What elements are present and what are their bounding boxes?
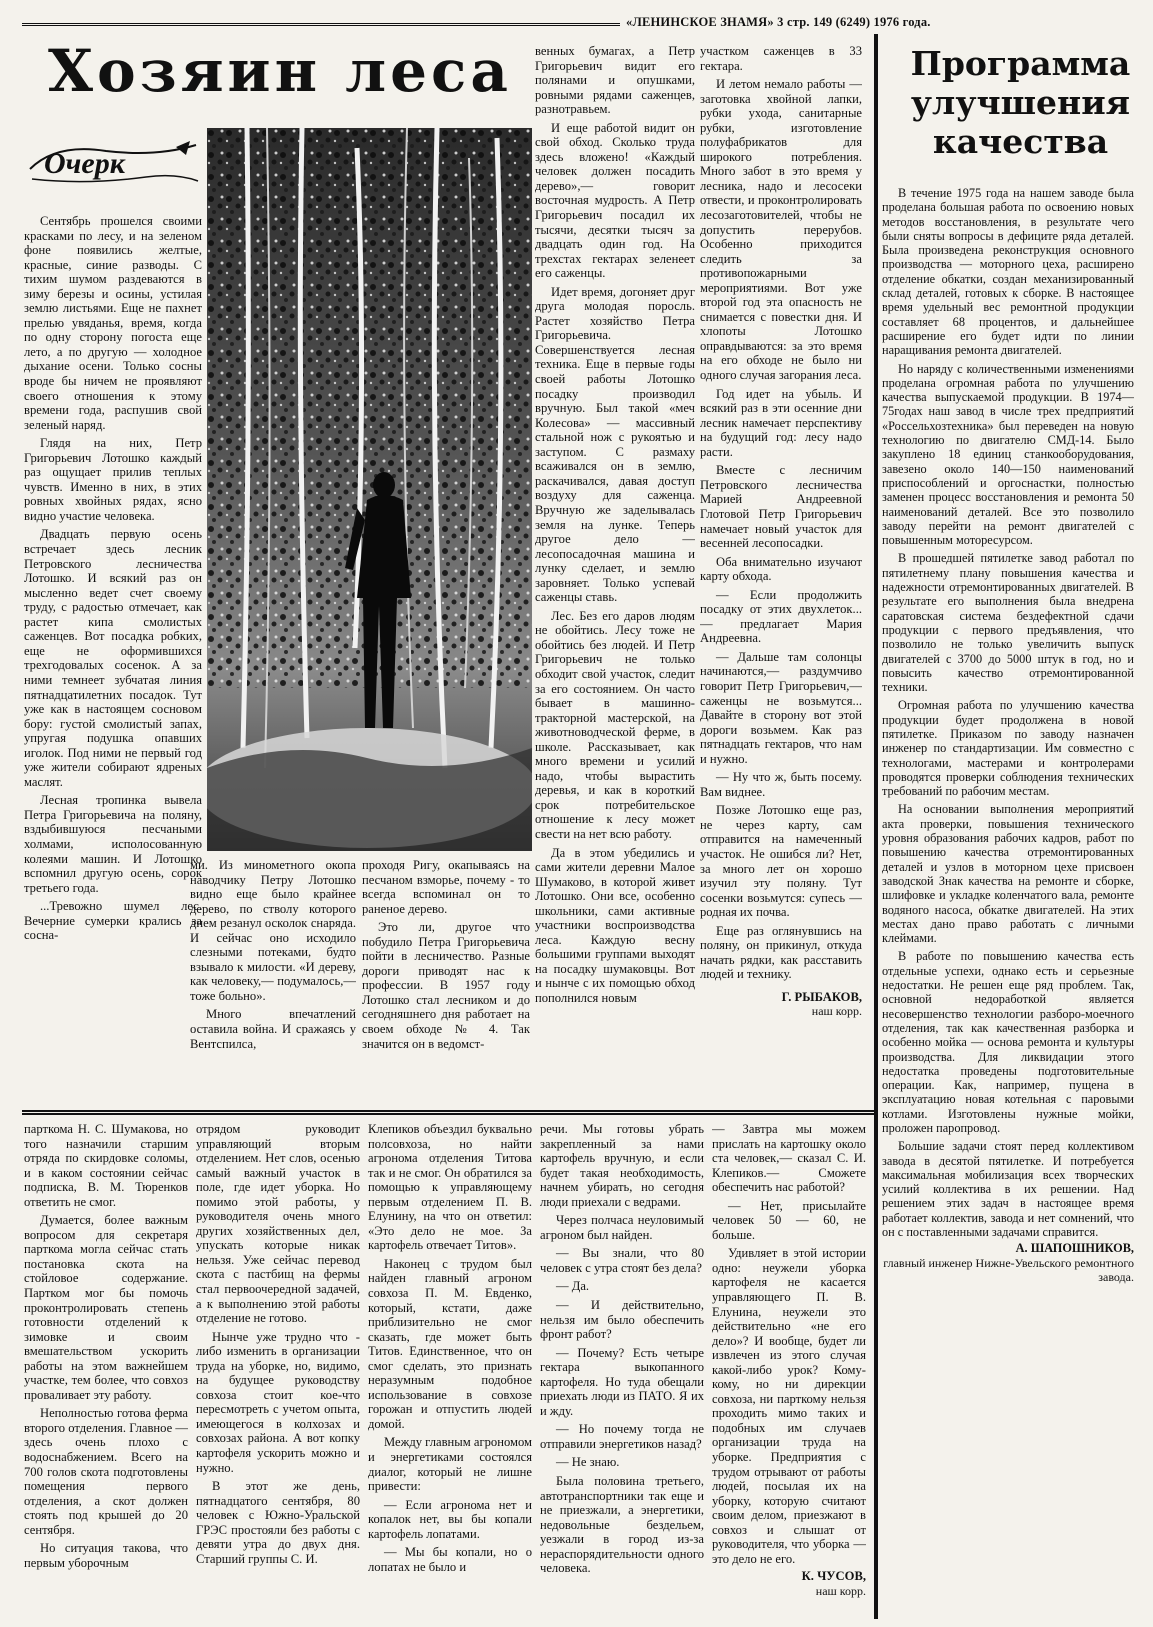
paragraph: Клепиков объездил буквально полсовхоза, но найти агронома отделения Титова так и не смог. Он обратился за помощью к управляющему первым отделением П. В. Елунину, на что он ответил: «Это дело не мое. За картофель отвечает Титов».: [368, 1122, 532, 1253]
paragraph: В этот же день, пятнадцатого сентября, 80 человек с Южно-Уральской ГРЭС простояли без работы с девяти утра до двух дня. Старший группы С. И.: [196, 1479, 360, 1566]
paragraph: Оба внимательно изучают карту обхода.: [700, 554, 862, 584]
column-divider: [874, 34, 878, 1619]
paragraph: — Не знаю.: [556, 1455, 620, 1470]
paragraph: — Да.: [556, 1279, 590, 1294]
paragraph: В прошедшей пятилетке завод работал по пятилетнему плану повышения качества и надежности отремонтированных двигателей. В результате его выполнения была внедрена саратовская система бездефектной сдачи продукции с первого предъявления, что позволило не только увеличить выпуск двигателей с 3700 до 5000 штук в год, но и повысить качество отремонтированной техники.: [882, 551, 1134, 695]
article-text-column-2: [190, 858, 356, 1106]
author-name: Г. РЫБАКОВ,: [781, 989, 862, 1004]
masthead-rule: [22, 23, 620, 26]
author-signature: [882, 1241, 1134, 1284]
paragraph: Между главным агрономом и энергетиками состоялся диалог, который не лишне привести:: [368, 1435, 532, 1494]
paragraph: — Мы бы копали, но о лопатах не было и: [368, 1545, 532, 1574]
harvest-article-column-2: [196, 1122, 360, 1622]
paragraph: венных бумагах, а Петр Григорьевич видит его полянами и опушками, ровными рядами саженцев, разнотравьем.: [535, 44, 695, 117]
harvest-article-column-5: [712, 1122, 866, 1622]
paragraph: — Вы знали, что 80 человек с утра стоят без дела?: [540, 1246, 704, 1275]
paragraph: Огромная работа по улучшению качества продукции будет продолжена в новой пятилетке. Приказом по заводу назначен инженер по стандартизации. Им совместно с технологами, мастерами и контролерами проводятся проверки соблюдения технических требований по рабочим местам.: [882, 698, 1134, 799]
article-title: Хозяин леса: [48, 37, 512, 105]
author-signature: [700, 990, 862, 1019]
paragraph: проходя Ригу, окапываясь на песчаном взморье, почему - то всегда вспоминал он то раненое дерево.: [362, 858, 530, 916]
paragraph: парткома Н. С. Шумакова, но того назначили старшим отряда по скирдовке соломы, и в каком состоянии сейчас подписка, В. М. Тюренков ответить не смог.: [24, 1122, 188, 1209]
harvest-article-column-4: [540, 1122, 704, 1622]
paragraph: В работе по повышению качества есть отдельные успехи, однако есть и серьезные недостатки. Не решен еще ряд проблем. Так, основной недоработкой является несовершенство технологии разборо-моечного отделения, так как качественная разборка и особенно мойка — основа ремонта и культуры производства. Для ликвидации этого недостатка проведены подготовительные операции. Как, например, пущена в эксплуатацию новая котельная с паровыми котлами. Изготовлены нужные мойки, проложен паропровод.: [882, 949, 1134, 1135]
paragraph: Сентябрь прошелся своими красками по лесу, и на зеленом фоне появились желтые, красные, синие разводы. С тихим шумом раздеваются в зиму березы и осины, устилая землю листьями. Еще не пахнет прелью увяданья, время, когда по одну сторону погоста еще лето, а по другую — холодное дыхание осени. Только сосны вроде бы ничем не проявляют своего отношения к этому времени года, распушив свой зеленый наряд.: [24, 214, 202, 432]
article-text-column-1: [24, 214, 202, 1106]
harvest-article-column-3: [368, 1122, 532, 1622]
author-role: главный инженер Нижне-Увельского ремонтного завода.: [883, 1255, 1134, 1284]
author-signature: [712, 1569, 866, 1598]
paragraph: Большие задачи стоят перед коллективом завода в десятой пятилетке. И потребуется максимальная мобилизация всех творческих усилий коллектива в их решении. Над решением этих задач в настоящее время работает коллектив, завода и нет сомнений, что он с поставленными задачами справится.: [882, 1139, 1134, 1240]
paragraph: И летом немало работы — заготовка хвойной лапки, рубки ухода, санитарные рубки, изготовление полуфабрикатов для широкого потребления. Много забот в это время у лесника, надо и лесосеки отвести, и проконтролировать лесозаготовителей, чтобы не допустить перерубов. Особенно приходится следить за противопожарными мероприятиями. Вот уже второй год эта опасность не снимается с повестки дня. И хлопоты Лотошко оправдываются: за это время на его обходе не было ни одного случая загорания леса.: [700, 77, 862, 383]
paragraph: Еще раз оглянувшись на поляну, он прикинул, откуда начать рядки, как расставить людей и технику.: [700, 923, 862, 982]
paragraph: речи. Мы готовы убрать закрепленный за нами картофель вручную, и если будет такая необходимость, начнем убирать, но сегодня люди приехали с ведрами.: [540, 1122, 704, 1209]
paragraph: участком саженцев в 33 гектара.: [700, 44, 862, 73]
forest-photo-icon: [207, 128, 532, 851]
paragraph: — Дальше там солонцы начинаются,— раздумчиво говорит Петр Григорьевич,— саженцы не возьмутся... Давайте в сторону вот этой дороги возьмем. Как раз пятнадцать гектаров, что нам и нужно.: [700, 649, 862, 766]
paragraph: Неполностью готова ферма второго отделения. Главное — здесь очень плохо с водоснабжением. Всего на 700 голов скота подготовлены помещения первого отделения, а скот должен стоять под крышей до 20 сентября.: [24, 1406, 188, 1537]
paragraph: — Нет, присылайте человек 50 — 60, не больше.: [712, 1198, 866, 1242]
paragraph: Через полчаса неуловимый агроном был найден.: [540, 1213, 704, 1242]
paragraph: Глядя на них, Петр Григорьевич Лотошко каждый раз ощущает прилив теплых чувств. Именно в них, в этих ровных хвойных рядах, ясно видно участие человека.: [24, 436, 202, 523]
paragraph: — Почему? Есть четыре гектара выкопанного картофеля. Но туда обещали приехать люди из ПАТО. Я их и жду.: [540, 1345, 704, 1418]
paragraph: Двадцать первую осень встречает здесь лесник Петровского лесничества Лотошко. И всякий раз он мысленно ведет счет своему труду, с радостью отмечает, как растет кипа смолистых саженцев. Вот посадка робких, еще не оформившихся трехгодовалых сосенок. А за ними темнеет зубчатая линия пятнадцатилетних посадок. Тут уже как в настоящем сосновом бору: густой смолистый запах, упругая подушка опавших иголок. Под ними не первый год уже жители собирают ядреных маслят.: [24, 527, 202, 789]
paragraph: Но наряду с количественными изменениями проделана огромная работа по улучшению качества выпускаемой продукции. В 1974—75годах наш завод в числе трех предприятий «Россельхозтехника» был переведен на новую технологию по двигателю СМД-14. Было закуплено 18 единиц станкооборудования, завезено около 140—150 наименований приспособлений и оргоснастки, полностью заменен процесс восстановления и ремонта 50 наименований деталей. Все это позволило заводу перейти на ремонт двигателей с повышенным моторесурсом.: [882, 361, 1134, 548]
paragraph: Нынче уже трудно что - либо изменить в организации труда на уборке, но, видимо, на будущее руководству совхоза стоит кое-что пересмотреть с учетом опыта, имеющегося в колхозах и совхозах района. А вот копку картофеля ускорить можно и нужно.: [196, 1329, 360, 1475]
article-text-quality: [882, 186, 1134, 1622]
paragraph: Год идет на убыль. И всякий раз в эти осенние дни лесник намечает перспективу на будущий год: лесу надо расти.: [700, 386, 862, 459]
paragraph: — Ну что ж, быть посему. Вам виднее.: [700, 770, 862, 799]
author-name: А. ШАПОШНИКОВ,: [1015, 1241, 1134, 1256]
author-role: наш корр.: [815, 1583, 866, 1598]
paragraph: — Если продолжить посадку от этих двухлеток... — предлагает Мария Андреевна.: [700, 587, 862, 646]
paragraph: Идет время, догоняет друг друга молодая поросль. Растет хозяйство Петра Григорьевича. Совершенствуется лесная техника. Еще в первые годы своей работы Лотошко посадку производил вручную. Был такой «меч Колесова» — массивный стальной нож с рукоятью и заступом. С размаху всаживался он в землю, раскачивался, давая доступ воздуху для саженца. Вручную же заделывалась земля на лунке. Теперь другое дело — лесопосадочная машина и лунку сделает, и землю заровняет. Только успевай саженцы ставь.: [535, 284, 695, 605]
paragraph: — Но почему тогда не отправили энергетиков назад?: [540, 1422, 704, 1451]
harvest-article-column-1: [24, 1122, 188, 1622]
paragraph: И еще работой видит он свой обход. Сколько труда здесь вложено! «Каждый человек должен посадить дерево»,— говорит восточная мудрость. А Петр Григорьевич посадил их тысячи, десятки тысяч за двадцать один год. На трехстах гектарах зеленеет его саженцы.: [535, 120, 695, 281]
paragraph: Лес. Без его даров людям не обойтись. Лесу тоже не обойтись без людей. И Петр Григорьевич не только обходит свой участок, следит за его состоянием. Он часто бывает в машинно-тракторной мастерской, на животноводческой ферме, в школе. Рассказывает, как много времени и усилий надо, чтобы вырастить деревья, и как в короткий срок потребительское отношение к лесу может свести на нет всю работу.: [535, 608, 695, 841]
paragraph: Была половина третьего, автотранспортники так еще и не приезжали, а энергетики, недовольные бездельем, уезжали в город из-за нераспорядительности одного человека.: [540, 1474, 704, 1576]
paragraph: — И действительно, нельзя им было обеспечить фронт работ?: [540, 1298, 704, 1342]
paragraph: Много впечатлений оставила война. И сражаясь у Вентспилса,: [190, 1007, 356, 1051]
section-divider: [22, 1110, 874, 1112]
rubric-emblem: [26, 135, 201, 190]
paragraph: Лесная тропинка вывела Петра Григорьевича на поляну, вздыбившуюся песчаными холмами, исполосованную колеями машин. И Лотошко вспомнил другую осень, сорок третьего года.: [24, 793, 202, 895]
paragraph: Позже Лотошко еще раз, не через карту, сам отправится на намеченный участок. Не ошибся ли? Нет, за много лет он хорошо изучил эту поляну. Тут сосенки возьмутся: супесь — родная их почва.: [700, 803, 862, 920]
paragraph: Это ли, другое что побудило Петра Григорьевича пойти в лесничество. Разные дороги приводят нас к профессии. В 1957 году Лотошко стал лесником и до сегодняшнего дня работает на своем обходе № 4. Так значится он в ведомст-: [362, 920, 530, 1051]
article-text-column-4: [700, 44, 862, 1106]
masthead-text: «ЛЕНИНСКОЕ ЗНАМЯ» 3 стр. 149 (6249) 1976 года.: [626, 16, 931, 29]
rubric-label: [26, 135, 201, 190]
author-role: наш корр.: [811, 1004, 862, 1019]
paragraph: Но ситуация такова, что первым уборочным: [24, 1541, 188, 1570]
paragraph: ...Тревожно шумел лес. Вечерние сумерки крались за сосна-: [24, 899, 202, 943]
paragraph: В течение 1975 года на нашем заводе была проделана большая работа по освоению новых методов восстановления, в результате чего были сняты вопросы в дефиците ряда деталей. Была произведена реконструкция основного производства — моторного цеха, расширено отделение обкатки, создан механизированный склад деталей, готовых к сборке. В настоящее время удельный вес ремонтной продукции составляет 68 процентов, и дальнейшее расширение его будет идти по линии наращивания ремонта двигателей.: [882, 186, 1134, 358]
author-name: К. ЧУСОВ,: [801, 1569, 866, 1584]
section-divider: [22, 1113, 874, 1115]
article-title-quality: Программа улучшения качества: [910, 44, 1131, 161]
forest-photo: [207, 128, 532, 851]
paragraph: Наконец с трудом был найден главный агроном совхоза П. М. Евденко, который, кстати, даже приблизительно не смог сказать, где может быть Титов. Единственное, что он смог сделать, это признать неразумным подобное использование в совхозе горожан и отпустить людей домой.: [368, 1256, 532, 1431]
masthead: [22, 16, 1134, 30]
paragraph: Думается, более важным вопросом для секретаря парткома могла сейчас стать постановка скота на стойловое содержание. Партком мог бы помочь проконтролировать степень готовности отделений к зимовке и своим вмешательством ускорить работы на этом важнейшем участке, тем более, что совхоз проваливает эту работу.: [24, 1213, 188, 1402]
rubric-text: Очерк: [44, 147, 125, 180]
paragraph: — Если агронома нет и копалок нет, вы бы копали картофель лопатами.: [368, 1497, 532, 1541]
article-text-column-2b: [362, 858, 530, 1106]
paragraph: Вместе с лесничим Петровского лесничества Марией Андреевной Глотовой Петр Григорьевич намечает новый участок для весенней лесопосадки.: [700, 463, 862, 551]
paragraph: отрядом руководит управляющий вторым отделением. Нет слов, осенью самый важный участок в поле, где идет уборка. Но помимо этой работы, у руководителя очень много других хозяйственных дел, упускать которые никак нельзя. Уже сейчас перевод скота с пастбищ на фермы стал первоочередной задачей, а к выполнению этой работы отделение не готово.: [196, 1122, 360, 1326]
paragraph: Да в этом убедились и сами жители деревни Малое Шумаково, в которой живет Лотошко. Они все, особенно школьники, сами активные участники воспроизводства леса. Каждую весну большими группами выходят на посадку шумаковцы. Вот и нынче с их помощью обход пополнился новым: [535, 845, 695, 1005]
paragraph: ми. Из минометного окопа наводчику Петру Лотошко видно еще было крайнее дерево, по стволу которого днем резанул осколок снаряда. И сейчас оно исходило слезными потеками, будто взывало к милости. «И дереву, как человеку,— подумалось,— тоже больно».: [190, 858, 356, 1003]
paragraph: Удивляет в этой истории одно: неужели уборка картофеля не касается управляющего П. В. Елунина, неужели это действительно «не его дело»? И вообще, будет ли извлечен из этого случая какой-либо урок? Кому-кому, но ни дирекции совхоза, ни парткому нельзя проходить мимо таких и подобных им случаев организации труда на уборке. Предприятия с трудом отрывают от работы людей, посылая их на уборку, которую считают своим делом, приезжают в совхоз и слышат от руководителя, что уборка — это дело не его.: [712, 1246, 866, 1566]
paragraph: — Завтра мы можем прислать на картошку около ста человек,— сказал С. И. Клепиков.— Сможете обеспечить нас работой?: [712, 1122, 866, 1195]
paragraph: На основании выполнения мероприятий акта проверки, повышения технического уровня образования рабочих кадров, работ по повышению качества отремонтированных деталей и узлов в моторном цехе присвоен заводской Знак качества на ремонте и сборке, шлифовке и укладке коленчатого вала, ремонте водяного насоса, обкатке двигателей. На этих местах дано право работать с личными клеймами.: [882, 802, 1134, 946]
article-text-column-3: [535, 44, 695, 1106]
